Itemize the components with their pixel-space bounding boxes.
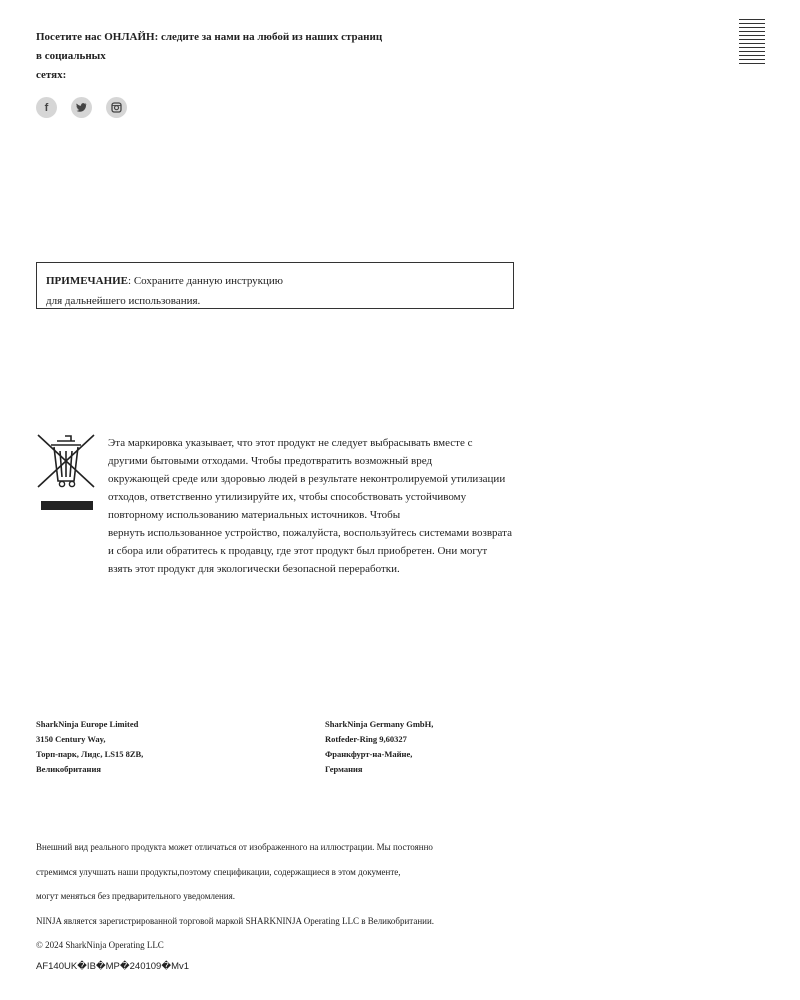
note-text: : Сохраните данную инструкцию bbox=[128, 275, 284, 287]
instagram-icon[interactable] bbox=[106, 97, 127, 118]
weee-line: отходов, ответственно утилизируйте их, чтобы способствовать устойчивому bbox=[108, 491, 467, 503]
note-line-1 bbox=[46, 271, 513, 291]
document-code: AF140UK�IB�MP�240109�Mv1 bbox=[36, 961, 190, 972]
address-uk bbox=[36, 717, 143, 777]
disclaimer-line: NINJA является зарегистрированной торговой маркой SHARKNINJA Operating LLC в Великобритании. bbox=[36, 915, 435, 926]
weee-line: повторному использованию материальных источников. Чтобы bbox=[108, 509, 401, 521]
weee-line: взять этот продукт для экологически безопасной переработки. bbox=[108, 563, 400, 575]
disclaimer-line: могут меняться без предварительного уведомления. bbox=[36, 891, 235, 901]
address-line: Rotfeder-Ring 9,60327 bbox=[325, 734, 407, 744]
facebook-icon[interactable]: f bbox=[36, 97, 57, 118]
weee-line: Эта маркировка указывает, что этот продукт не следует выбрасывать вместе с bbox=[108, 437, 473, 449]
disclaimer bbox=[36, 835, 596, 958]
follow-us-text bbox=[36, 28, 476, 85]
instagram-camera-glyph bbox=[111, 102, 122, 113]
address-line: SharkNinja Germany GmbH, bbox=[325, 719, 434, 729]
address-line: Торп-парк, Лидс, LS15 8ZB, bbox=[36, 749, 144, 759]
weee-line: вернуть использованное устройство, пожалуйста, воспользуйтесь системами возврата bbox=[108, 527, 512, 539]
note-box bbox=[36, 262, 514, 309]
address-germany bbox=[325, 717, 433, 777]
follow-us-line: сетях: bbox=[36, 69, 67, 81]
weee-line: окружающей среде или здоровью людей в результате неконтролируемой утилизации bbox=[108, 473, 506, 485]
address-line: Великобритания bbox=[36, 764, 101, 774]
twitter-bird-glyph bbox=[76, 103, 87, 112]
note-label: ПРИМЕЧАНИЕ bbox=[46, 275, 129, 287]
address-line: Германия bbox=[325, 764, 363, 774]
address-line: Франкфурт-на-Майне, bbox=[325, 749, 413, 759]
copyright: © 2024 SharkNinja Operating LLC bbox=[36, 940, 164, 950]
disclaimer-line: стремимся улучшать наши продукты,поэтому спецификации, содержащиеся в этом документе, bbox=[36, 866, 401, 877]
weee-line: другими бытовыми отходами. Чтобы предотвратить возможный вред bbox=[108, 455, 433, 467]
note-line-2: для дальнейшего использования. bbox=[46, 295, 201, 307]
follow-us-line: в социальных bbox=[36, 50, 106, 62]
weee-notice bbox=[108, 434, 608, 578]
follow-us-line: Посетите нас ОНЛАЙН: следите за нами на любой из наших страниц bbox=[36, 31, 383, 43]
social-links bbox=[36, 97, 127, 118]
weee-line: и сбора или обратитесь к продавцу, где этот продукт был приобретен. Они могут bbox=[108, 545, 488, 557]
address-line: SharkNinja Europe Limited bbox=[36, 719, 139, 729]
address-line: 3150 Century Way, bbox=[36, 734, 106, 744]
twitter-icon[interactable] bbox=[71, 97, 92, 118]
disclaimer-line: Внешний вид реального продукта может отличаться от изображенного на иллюстрации. Мы постоянно bbox=[36, 842, 433, 852]
barcode-icon bbox=[739, 19, 765, 67]
crossed-out-bin-icon bbox=[35, 433, 97, 513]
